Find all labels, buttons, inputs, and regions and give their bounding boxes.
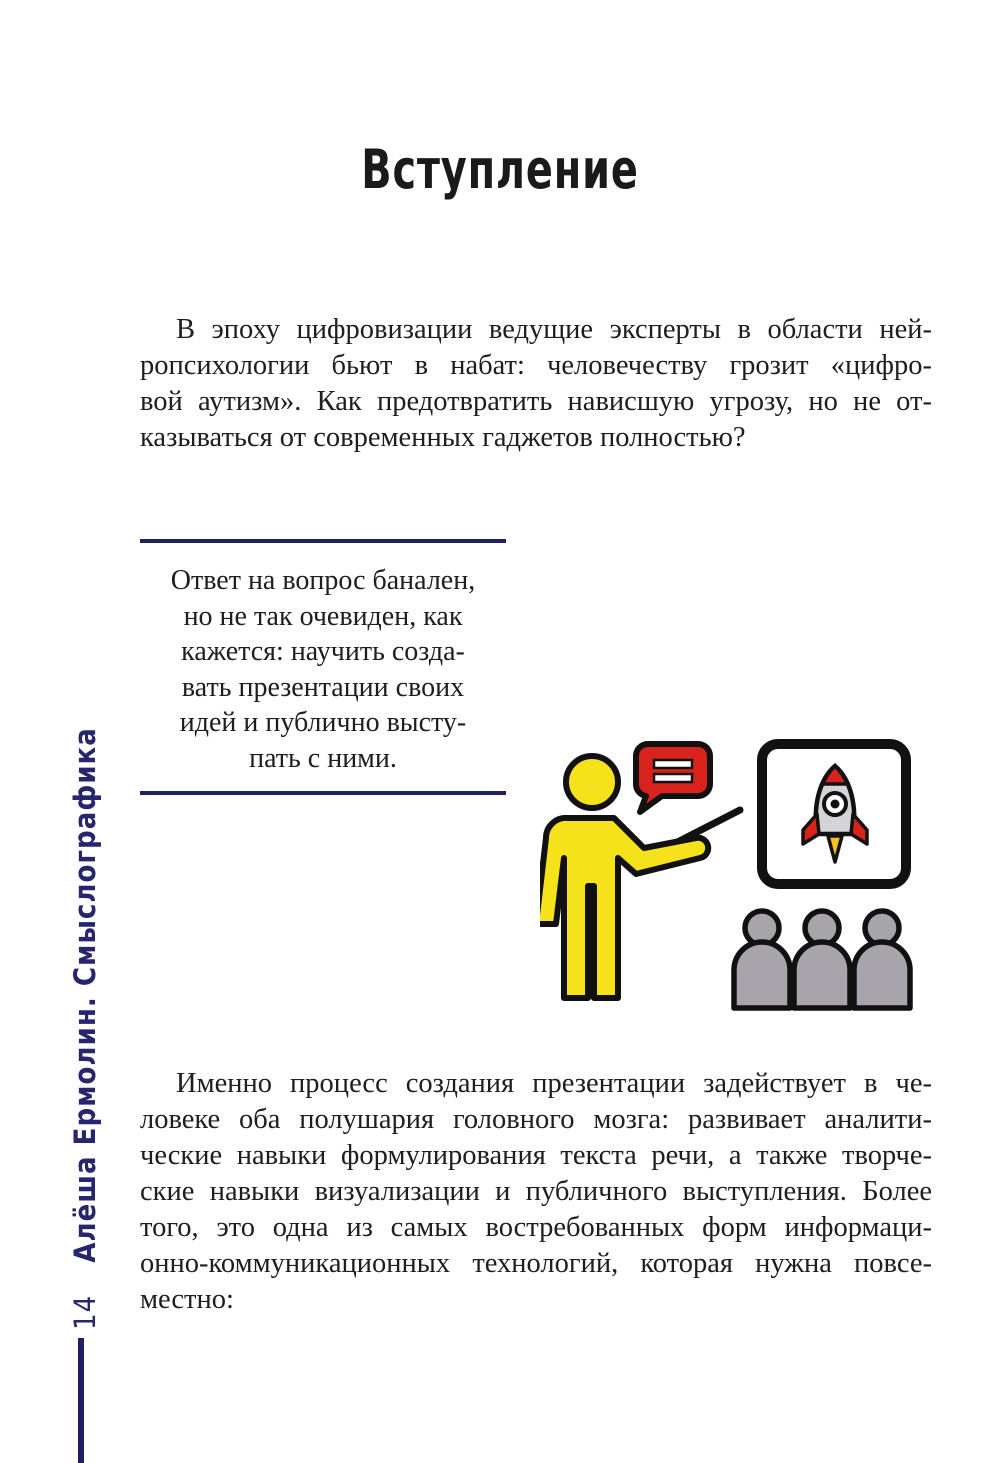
book-author-title: Алёша Ермолин. Смыслографика bbox=[68, 727, 102, 1263]
text-line: ловеке оба полушария головного мозга: развивает аналити- bbox=[140, 1104, 932, 1135]
presentation-illustration bbox=[540, 738, 920, 1018]
text-line: ские навыки визуализации и публичного выступления. Более bbox=[140, 1176, 932, 1207]
audience-icon bbox=[734, 911, 910, 1008]
page-title: Вступление bbox=[361, 138, 639, 201]
callout-line: вать презентации своих bbox=[181, 671, 465, 703]
callout-line: но не так очевиден, как bbox=[183, 600, 463, 632]
text-line: В эпоху цифровизации ведущие эксперты в области ней- bbox=[176, 314, 932, 345]
sidebar-rule bbox=[78, 1338, 84, 1463]
callout-bottom-rule bbox=[140, 791, 506, 795]
intro-paragraph bbox=[140, 312, 932, 456]
callout-top-rule bbox=[140, 539, 506, 543]
text-line: того, это одна из самых востребованных форм информаци- bbox=[140, 1212, 932, 1243]
text-line: онно-коммуникационных технологий, которая нужна повсе- bbox=[140, 1248, 932, 1279]
text-line: вой аутизм». Как предотвратить нависшую угрозу, но не от- bbox=[140, 386, 932, 417]
text-line: казываться от современных гаджетов полностью? bbox=[140, 422, 746, 453]
callout-line: пать с ними. bbox=[249, 742, 397, 774]
callout-quote bbox=[140, 563, 506, 776]
page-number: 14 bbox=[68, 1294, 102, 1330]
rocket-icon bbox=[762, 744, 906, 884]
body-paragraph bbox=[140, 1066, 932, 1318]
callout-line: кажется: научить созда- bbox=[181, 636, 465, 667]
callout-line: идей и публично высту- bbox=[179, 707, 467, 738]
text-line: ропсихологии бьют в набат: человечеству грозит «цифро- bbox=[140, 350, 932, 381]
text-line: местно: bbox=[140, 1284, 234, 1315]
page-sidebar bbox=[38, 0, 118, 1463]
speech-bubble-icon bbox=[636, 744, 710, 812]
callout-line: Ответ на вопрос банален, bbox=[170, 565, 476, 596]
text-line: Именно процесс создания презентации задействует в че- bbox=[176, 1068, 932, 1099]
text-line: ческие навыки формулирования текста речи, а также творче- bbox=[140, 1140, 932, 1171]
running-head bbox=[68, 727, 102, 1330]
